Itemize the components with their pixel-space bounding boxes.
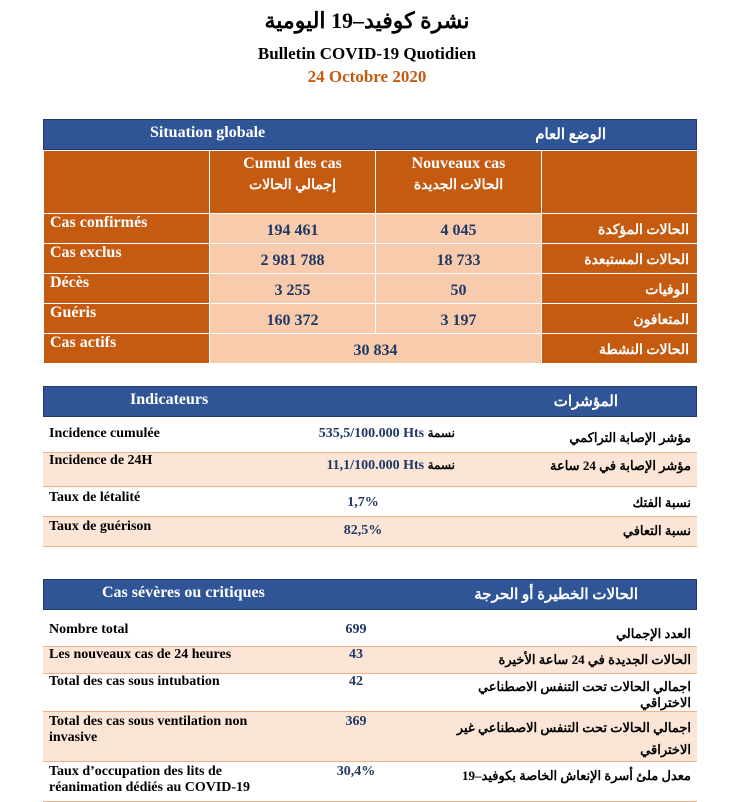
new-value: 18 733 <box>436 252 481 269</box>
table-row <box>43 711 697 761</box>
bulletin-date: 24 Octobre 2020 <box>307 67 427 86</box>
severe-label-fr: Taux d’occupation des lits de réanimation dédiés au COVID-19 <box>43 761 291 801</box>
col-new-fr: Nouveaux cas <box>411 155 506 172</box>
row-label-fr: Cas exclus <box>44 244 210 274</box>
indicator-label-ar: نسبة الفتك <box>632 494 691 510</box>
severe-label-fr: Total des cas sous ventilation non invasive <box>43 711 291 761</box>
table-row <box>43 646 697 673</box>
indicators-table <box>43 426 697 547</box>
indicator-value: 535,5/100.000 Hts <box>318 426 425 441</box>
severe-value: 30,4% <box>291 761 421 801</box>
severe-header-bar <box>43 579 697 610</box>
severe-value: 42 <box>291 673 421 711</box>
severe-label-fr: Nombre total <box>43 622 291 646</box>
severe-value: 369 <box>291 711 421 761</box>
situation-header-bar <box>43 119 697 150</box>
table-row <box>43 761 697 801</box>
severe-cases-section <box>43 579 697 802</box>
table-row <box>43 452 697 486</box>
indicator-value: 11,1/100.000 Hts <box>326 457 425 473</box>
row-label-ar: الحالات المستبعدة <box>584 253 689 268</box>
severe-label-fr: Total des cas sous intubation <box>43 673 291 711</box>
situation-title-ar: الوضع العام <box>535 127 606 143</box>
row-label-fr: Décès <box>44 274 210 304</box>
table-row <box>43 426 697 452</box>
situation-empty-head-left <box>44 151 210 214</box>
col-cumul-ar: إجمالي الحالات <box>249 178 336 193</box>
severe-label-ar: معدل ملئ أسرة الإنعاش الخاصة بكوفيد–19 <box>462 767 691 783</box>
indicator-label-ar: مؤشر الإصابة التراكمي <box>569 430 691 445</box>
situation-globale-section <box>43 119 697 364</box>
row-label-fr: Guéris <box>44 304 210 334</box>
severe-label-ar: اجمالي الحالات تحت التنفس الاصطناعي غير الاختراقي <box>456 719 691 757</box>
active-label-ar: الحالات النشطة <box>599 343 689 358</box>
severe-label-ar: اجمالي الحالات تحت التنفس الاصطناعي الاختراقي <box>477 678 691 710</box>
indicator-label-ar: نسبة التعافي <box>622 522 691 538</box>
severe-title-fr: Cas sévères ou critiques <box>102 584 265 601</box>
title-arabic: نشرة كوفيد–19 اليومية <box>264 8 470 33</box>
indicators-section <box>43 386 697 547</box>
cumul-value: 194 461 <box>266 222 319 239</box>
row-label-ar: المتعافون <box>633 313 689 328</box>
indicators-title-fr: Indicateurs <box>130 391 209 408</box>
table-row <box>44 274 698 304</box>
table-row <box>44 214 698 244</box>
indicator-value: 1,7% <box>347 494 379 510</box>
severe-table <box>43 622 697 802</box>
indicator-value-unit-ar: نسمة <box>427 426 455 440</box>
row-label-ar: الحالات المؤكدة <box>598 223 689 238</box>
col-header-new <box>376 151 542 214</box>
row-label-fr: Cas confirmés <box>44 214 210 244</box>
new-value: 50 <box>450 282 467 299</box>
indicators-header-bar <box>43 386 697 417</box>
table-row <box>43 516 697 546</box>
active-value: 30 834 <box>353 342 398 359</box>
table-row <box>44 244 698 274</box>
col-cumul-fr: Cumul des cas <box>243 155 342 172</box>
table-row <box>44 334 698 364</box>
severe-value: 43 <box>291 646 421 673</box>
col-new-ar: الحالات الجديدة <box>413 178 504 193</box>
severe-value: 699 <box>291 622 421 646</box>
table-row <box>43 486 697 516</box>
row-label-ar: الوفيات <box>645 283 689 298</box>
cumul-value: 160 372 <box>266 312 319 329</box>
title-french: Bulletin COVID-19 Quotidien <box>257 44 477 63</box>
severe-label-fr: Les nouveaux cas de 24 heures <box>43 646 291 673</box>
indicators-title-ar: المؤشرات <box>553 394 618 410</box>
indicator-label-fr: Taux de guérison <box>43 516 263 546</box>
table-row <box>43 622 697 646</box>
situation-title-fr: Situation globale <box>150 124 266 141</box>
new-value: 3 197 <box>440 312 477 329</box>
table-row <box>43 673 697 711</box>
col-header-cumul <box>210 151 376 214</box>
active-label-fr: Cas actifs <box>44 334 210 364</box>
indicator-label-fr: Taux de létalité <box>43 486 263 516</box>
indicator-label-ar: مؤشر الإصابة في 24 ساعة <box>549 457 691 473</box>
table-row <box>44 304 698 334</box>
indicator-value-unit-ar: نسمة <box>427 457 455 472</box>
indicator-value: 82,5% <box>343 522 383 538</box>
indicator-label-fr: Incidence cumulée <box>43 426 263 452</box>
cumul-value: 3 255 <box>274 282 311 299</box>
severe-title-ar: الحالات الخطيرة أو الحرجة <box>474 587 638 603</box>
indicator-label-fr: Incidence de 24H <box>43 452 263 486</box>
cumul-value: 2 981 788 <box>260 252 325 269</box>
situation-empty-head-right <box>542 151 698 214</box>
severe-label-ar: الحالات الجديدة في 24 ساعة الأخيرة <box>498 651 691 667</box>
situation-table <box>43 150 698 364</box>
severe-label-ar: العدد الإجمالي <box>615 626 691 641</box>
new-value: 4 045 <box>440 222 477 239</box>
